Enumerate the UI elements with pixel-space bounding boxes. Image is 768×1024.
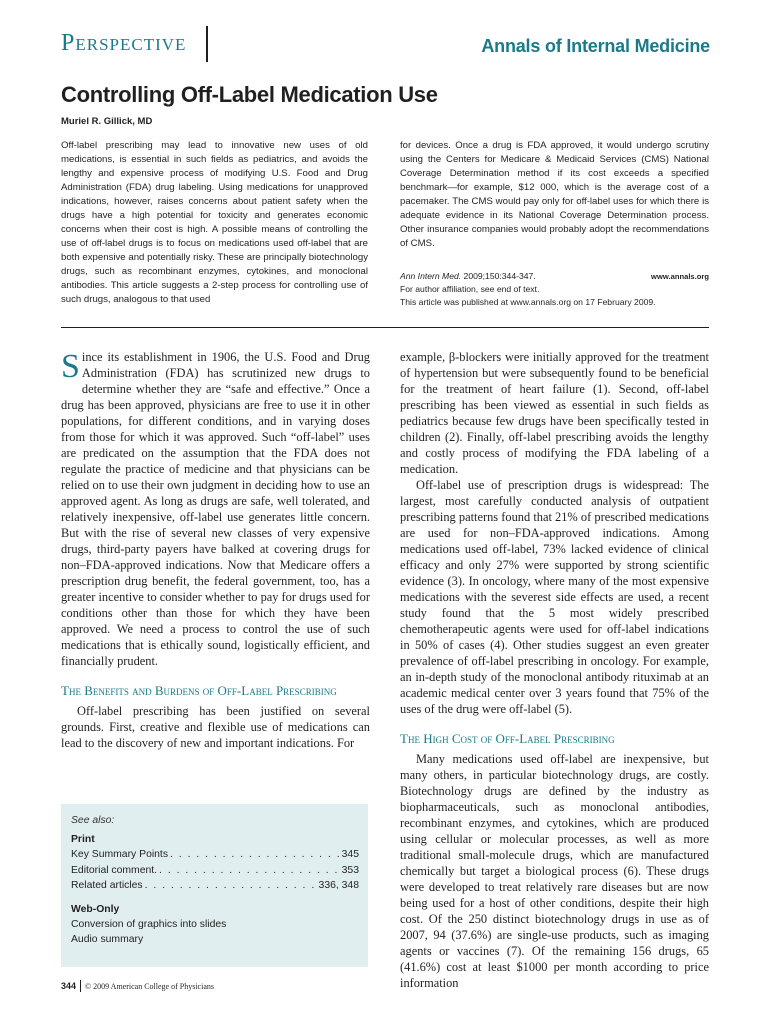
see-also-item[interactable] — [71, 847, 359, 863]
heading-benefits-burdens: The Benefits and Burdens of Off-Label Prescribing — [61, 683, 337, 698]
see-also-box — [61, 804, 368, 967]
body-column-right — [400, 349, 709, 991]
page-number: 344 — [61, 981, 77, 991]
web-item-audio[interactable]: Audio summary — [71, 934, 144, 945]
website-link[interactable]: www.annals.org — [651, 272, 709, 281]
citation-block — [400, 270, 709, 309]
body-column-left — [61, 349, 370, 751]
author-byline: Muriel R. Gillick, MD — [61, 116, 153, 127]
see-also-title: See also: — [71, 815, 115, 826]
cost-paragraph: Many medications used off-label are inexpensive, but many others, in particular biotechnology drugs, are costly. Biotechnology drugs are defined by the industry as biopharmaceuticals, such as monoclonal antibodies, recombinant enzymes, and cytokines, which are produced using cellular or molecular processes, as well as more traditional small-molecule drugs, which are manufactured chemically but target a biological process (6). These drugs were developed to treat relatively rare diseases but are now being used for a host of other conditions, despite their high cost. Of the 250 distinct biotechnology drugs in use as of 2007, 94 (37.6%) are single-use products, such as imaging agents or vaccines (7). Of the remaining 156 drugs, 65 (41.6%) cost at least $1000 per month according to price information — [400, 752, 709, 990]
see-also-item-page: 353 — [341, 864, 359, 876]
citation-volume: 2009;150:344-347. — [461, 271, 536, 281]
see-also-item-label: Editorial comment. — [71, 864, 158, 876]
see-also-item[interactable] — [71, 863, 359, 879]
see-also-item-page: 345 — [341, 849, 359, 860]
right-paragraph-1: example, β-blockers were initially approved for the treatment of hypertension but were subsequently found to be beneficial for the treatment of heart failure (1). Second, off-label prescribing has been viewed as essential in such fields as pediatrics because few drugs have been specifically tested in children (2). Finally, off-label prescribing avoids the lengthy and costly process of modifying the FDA labeling of a medication. — [400, 350, 709, 476]
dropcap: S — [61, 348, 80, 385]
web-only-heading: Web-Only — [71, 903, 120, 915]
footer-divider — [80, 980, 81, 992]
abstract-right: for devices. Once a drug is FDA approved, it would undergo scrutiny using the Centers for Medicare & Medicaid Services (CMS) National Coverage Determination method if its cost exceeds a specified benchmark—for example, $12 000, which is the average cost of a pacemaker. The CMS would pay only for off-label uses for which there is adequate evidence in its National Coverage Determination process. Other insurance companies would probably adopt the recommendations of CMS. — [400, 140, 709, 249]
abstract-left: Off-label prescribing may lead to innovative new uses of old medications, is essential in such fields as pediatrics, and avoids the lengthy and expensive process of modifying U.S. Food and Drug Administration (FDA) drug labeling. Using medications for unapproved indications, however, raises concerns about patient safety when the drugs have a high potential for toxicity and generates economic concerns when their cost is high. A possible means of controlling the use of off-label drugs is to focus on medications used off-label that are both expensive and potentially risky. These are principally biotechnology drugs, such as recombinant enzymes, cytokines, and monoclonal antibodies. This article suggests a 2-step process for controlling use of such drugs, analogous to that used — [61, 140, 368, 305]
affiliation-note: For author affiliation, see end of text. — [400, 284, 540, 294]
leader-dots — [145, 878, 317, 894]
leader-dots — [170, 847, 340, 863]
copyright: © 2009 American College of Physicians — [85, 981, 214, 991]
heading-high-cost: The High Cost of Off-Label Prescribing — [400, 731, 615, 746]
journal-name: Annals of Internal Medicine — [481, 36, 710, 56]
benefits-paragraph: Off-label prescribing has been justified on several grounds. First, creative and flexible use of medications can lead to the discovery of new and important indications. For — [61, 704, 370, 750]
see-also-item[interactable] — [71, 878, 359, 894]
article-title: Controlling Off-Label Medication Use — [61, 82, 438, 107]
page-footer — [61, 980, 214, 992]
see-also-item-label: Key Summary Points — [71, 849, 169, 860]
header-divider — [206, 26, 208, 62]
citation-ref — [400, 270, 536, 283]
web-item-slides[interactable]: Conversion of graphics into slides — [71, 918, 227, 930]
right-paragraph-2: Off-label use of prescription drugs is widespread: The largest, most carefully conducted analysis of outpatient prescribing patterns found that 21% of prescribed medications are used for non–FDA-approved indications. Among medications used off-label, 73% lacked evidence of clinical efficacy and only 27% were supported by strong scientific evidence (3). In oncology, where many of the most expensive medications with the severest side effects are used, a recent study found that the 5 most widely prescribed chemotherapeutic agents were used for off-label indications in 50% of cases (4). Other studies suggest an even greater prevalence of off-label prescribing in oncology. For example, an in-depth study of the monoclonal antibody rituximab at an academic medical center over 3 years found that 75% of the uses of the drug were off-label (5). — [400, 478, 709, 716]
see-also-item-label: Related articles — [71, 880, 143, 891]
abstract-divider — [61, 327, 709, 328]
print-heading: Print — [71, 834, 95, 845]
intro-text: ince its establishment in 1906, the U.S. Food and Drug Administration (FDA) has scrutinized new drugs to determine whether they are “safe and effective.” Once a drug has been approved, physicians are free to use it in other populations, for different conditions, and in varying doses from those for which it was approved. Such “off-label” uses are predicated on the assumption that the FDA does not regulate the practice of medicine and that physicians can be relied on to use their own judgment in deciding how to use an approved agent. As long as drugs are safe, well tolerated, and relatively inexpensive, off-label use generates little concern. But with the rise of several new classes of very expensive drugs, third-party payers have balked at covering drugs for non–FDA-approved indications. Now that Medicare offers a prescription drug benefit, the federal government, too, has a greater incentive to consider whether to pay for drugs used for conditions other than those for which they have been approved. We need a process to control the use of such medications that is ethically sound, logistically efficient, and financially prudent. — [61, 350, 370, 668]
published-note: This article was published at www.annals.org on 17 February 2009. — [400, 297, 656, 307]
leader-dots — [159, 863, 340, 879]
journal-abbrev: Ann Intern Med. — [400, 271, 462, 281]
section-label: Perspective — [61, 30, 187, 56]
intro-paragraph — [61, 349, 370, 669]
see-also-item-page: 336, 348 — [318, 880, 359, 891]
